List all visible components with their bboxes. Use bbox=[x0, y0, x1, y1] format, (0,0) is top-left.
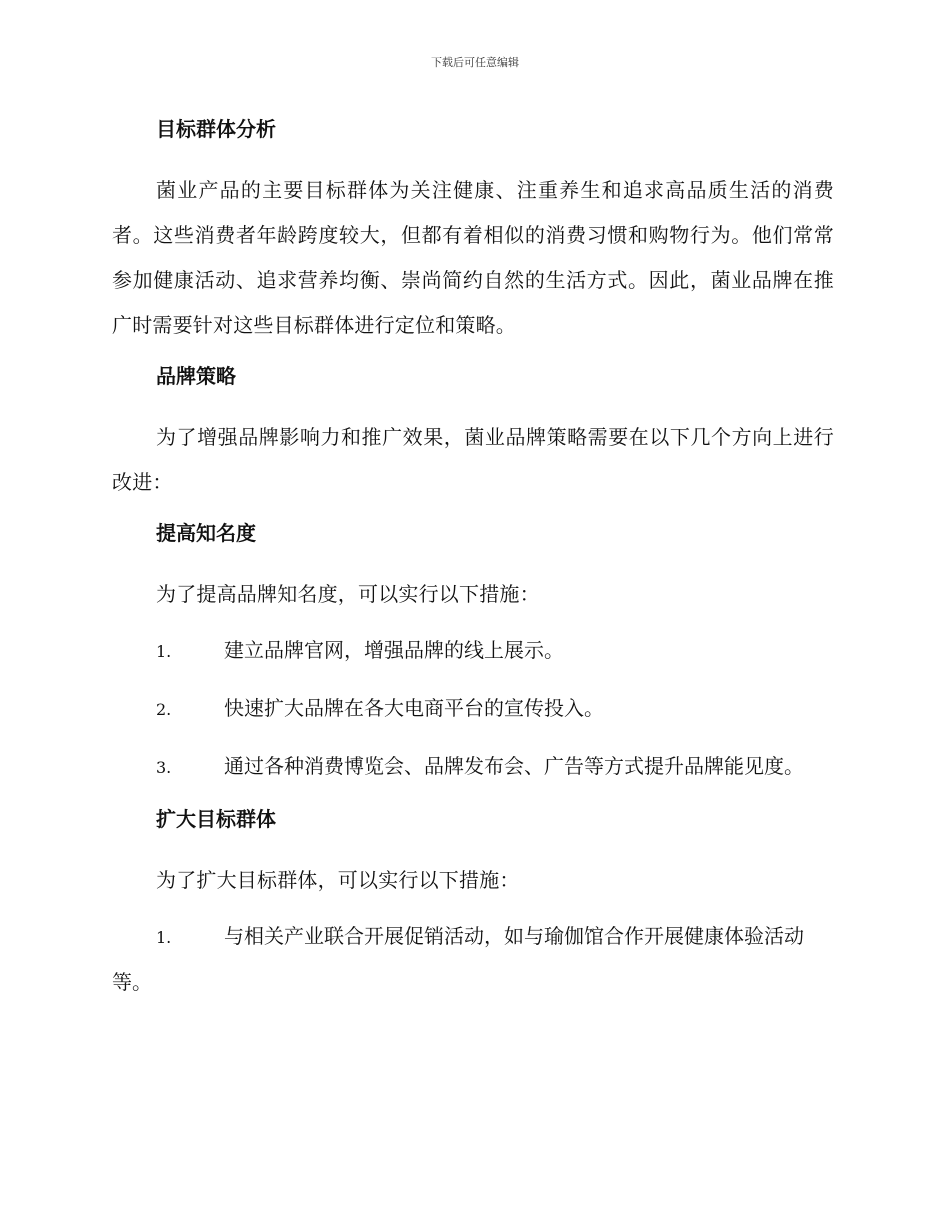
list-number: 3. bbox=[156, 758, 172, 777]
section-heading-brand-strategy: 品牌策略 bbox=[156, 364, 236, 388]
page-header: 下载后可任意编辑 bbox=[431, 56, 519, 69]
list-item bbox=[112, 628, 834, 674]
list-number: 2. bbox=[156, 700, 172, 719]
paragraph-expand-group: 为了扩大目标群体，可以实行以下措施： bbox=[156, 868, 520, 892]
document-body bbox=[112, 112, 834, 1017]
list-item bbox=[112, 914, 834, 1005]
section-heading-target-group: 目标群体分析 bbox=[156, 117, 276, 141]
list-text: 建立品牌官网，增强品牌的线上展示。 bbox=[224, 638, 564, 662]
section-heading-awareness: 提高知名度 bbox=[156, 521, 256, 545]
section-heading-expand-group: 扩大目标群体 bbox=[156, 807, 276, 831]
list-text: 与相关产业联合开展促销活动，如与瑜伽馆合作开展健康体验活动等。 bbox=[112, 924, 804, 994]
list-number: 1. bbox=[156, 928, 172, 947]
paragraph-awareness: 为了提高品牌知名度，可以实行以下措施： bbox=[156, 582, 540, 606]
list-item bbox=[112, 744, 834, 790]
list-item bbox=[112, 686, 834, 732]
list-text: 快速扩大品牌在各大电商平台的宣传投入。 bbox=[224, 696, 604, 720]
list-text: 通过各种消费博览会、品牌发布会、广告等方式提升品牌能见度。 bbox=[224, 754, 804, 778]
list-number: 1. bbox=[156, 642, 172, 661]
paragraph-target-group: 菌业产品的主要目标群体为关注健康、注重养生和追求高品质生活的消费者。这些消费者年龄跨度较大，但都有着相似的消费习惯和购物行为。他们常常参加健康活动、追求营养均衡、崇尚简约自然的生活方式。因此，菌业品牌在推广时需要针对这些目标群体进行定位和策略。 bbox=[112, 178, 834, 337]
paragraph-brand-strategy: 为了增强品牌影响力和推广效果，菌业品牌策略需要在以下几个方向上进行改进： bbox=[112, 425, 834, 494]
